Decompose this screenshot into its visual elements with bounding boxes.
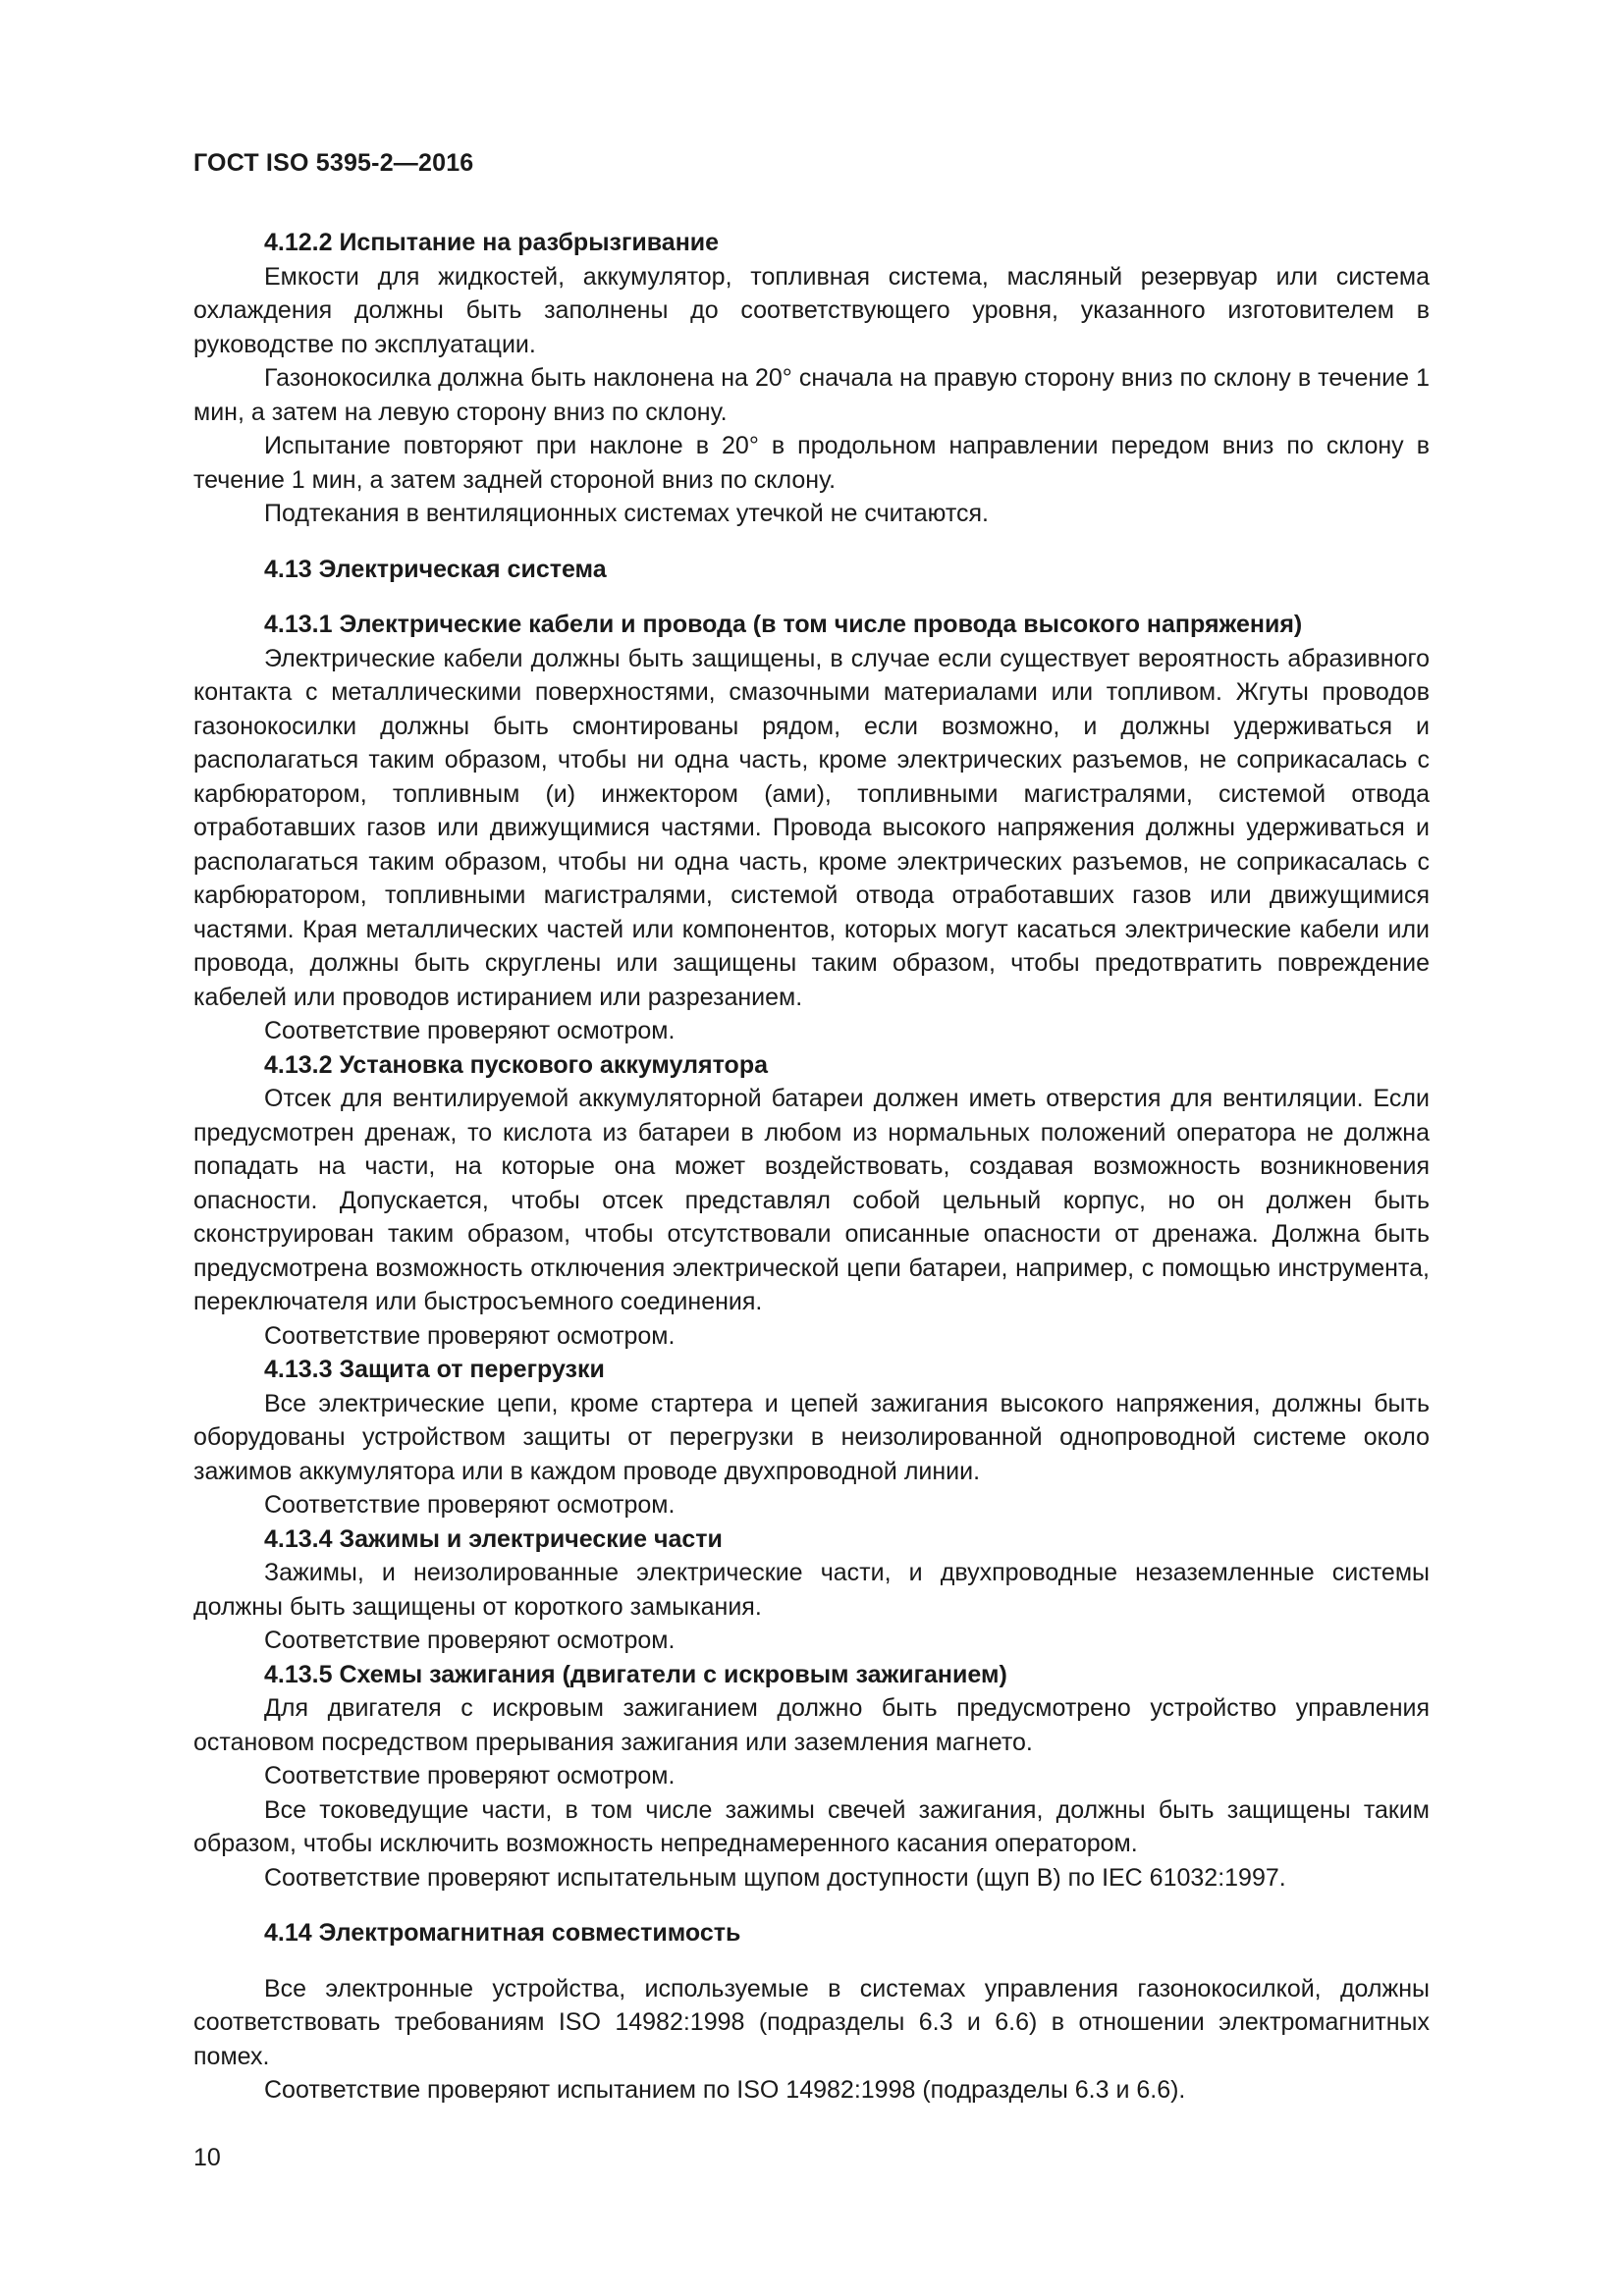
paragraph: Подтекания в вентиляционных системах утечкой не считаются. — [264, 500, 989, 527]
document-header: ГОСТ ISO 5395-2—2016 — [193, 149, 474, 177]
paragraph: Емкости для жидкостей, аккумулятор, топливная система, масляный резервуар или система охлаждения должны быть заполнены до соответствующего уровня, указанного изготовителем в руководстве по эксплуатации. — [193, 262, 1430, 358]
section-heading-4-13-3: 4.13.3 Защита от перегрузки — [264, 1356, 605, 1383]
paragraph: Газонокосилка должна быть наклонена на 20° сначала на правую сторону вниз по склону в течение 1 мин, а затем на левую сторону вниз по склону. — [193, 364, 1430, 426]
section-heading-4-14: 4.14 Электромагнитная совместимость — [264, 1919, 741, 1947]
section-heading-4-13-1: 4.13.1 Электрические кабели и провода (в том числе провода высокого напряжения) — [264, 611, 1303, 638]
page-number: 10 — [193, 2144, 221, 2171]
paragraph: Электрические кабели должны быть защищены, в случае если существует вероятность абразивного контакта с металлическими поверхностями, смазочными материалами или топливом. Жгуты проводов газонокосилки должны быть смонтированы рядом, если возможно, и должны удерживаться и располагаться таким образом, чтобы ни одна часть, кроме электрических разъемов, не соприкасалась с карбюратором, топливным (и) инжектором (ами), топливными магистралями, системой отвода отработавших газов или движущимися частями. Провода высокого напряжения должны удерживаться и располагаться таким образом, чтобы ни одна часть, кроме электрических разъемов, не соприкасалась с карбюратором, топливными магистралями, системой отвода отработавших газов или движущимися частями. Края металлических частей или компонентов, которых могут касаться электрические кабели или провода, должны быть скруглены или защищены таким образом, чтобы предотвратить повреждение кабелей или проводов истиранием или разрезанием. — [193, 644, 1430, 1011]
paragraph: Отсек для вентилируемой аккумуляторной батареи должен иметь отверстия для вентиляции. Если предусмотрен дренаж, то кислота из батареи в любом из нормальных положений оператора не должна попадать на части, на которые она может воздействовать, создавая возможность возникновения опасности. Допускается, чтобы отсек представлял собой цельный корпус, но он должен быть сконструирован таким образом, чтобы отсутствовали описанные опасности от дренажа. Должна быть предусмотрена возможность отключения электрической цепи батареи, например, с помощью инструмента, переключателя или быстросъемного соединения. — [193, 1085, 1430, 1315]
paragraph: Соответствие проверяют осмотром. — [264, 1017, 676, 1044]
paragraph: Все токоведущие части, в том числе зажимы свечей зажигания, должны быть защищены таким образом, чтобы исключить возможность непреднамеренного касания оператором. — [193, 1795, 1430, 1857]
paragraph: Соответствие проверяют испытанием по ISO 14982:1998 (подразделы 6.3 и 6.6). — [264, 2076, 1186, 2104]
section-heading-4-13-4: 4.13.4 Зажимы и электрические части — [264, 1524, 723, 1553]
section-heading-4-13-5: 4.13.5 Схемы зажигания (двигатели с искровым зажиганием) — [264, 1660, 1007, 1688]
section-heading-4-13-2: 4.13.2 Установка пускового аккумулятора — [264, 1050, 769, 1079]
paragraph: Все электрические цепи, кроме стартера и цепей зажигания высокого напряжения, должны быть оборудованы устройством защиты от перегрузки в неизолированной однопроводной системе около зажимов аккумулятора или в каждом проводе двухпроводной линии. — [193, 1389, 1430, 1485]
paragraph: Для двигателя с искровым зажиганием должно быть предусмотрено устройство управления остановом посредством прерывания зажигания или заземления магнето. — [193, 1694, 1430, 1756]
paragraph: Соответствие проверяют осмотром. — [264, 1321, 676, 1350]
paragraph: Соответствие проверяют испытательным щупом доступности (щуп В) по IEC 61032:1997. — [264, 1863, 1286, 1892]
paragraph: Соответствие проверяют осмотром. — [264, 1762, 676, 1789]
document-body — [193, 226, 1430, 2108]
paragraph: Все электронные устройства, используемые в системах управления газонокосилкой, должны соответствовать требованиям ISO 14982:1998 (подразделы 6.3 и 6.6) в отношении электромагнитных помех. — [193, 1974, 1430, 2070]
section-heading-4-13: 4.13 Электрическая система — [264, 555, 607, 583]
paragraph: Испытание повторяют при наклоне в 20° в продольном направлении передом вниз по склону в течение 1 мин, а затем задней стороной вниз по склону. — [193, 432, 1430, 494]
paragraph: Зажимы, и неизолированные электрические части, и двухпроводные незаземленные системы должны быть защищены от короткого замыкания. — [193, 1559, 1430, 1621]
paragraph: Соответствие проверяют осмотром. — [264, 1491, 676, 1519]
section-heading-4-12-2: 4.12.2 Испытание на разбрызгивание — [264, 229, 720, 256]
paragraph: Соответствие проверяют осмотром. — [264, 1627, 676, 1654]
